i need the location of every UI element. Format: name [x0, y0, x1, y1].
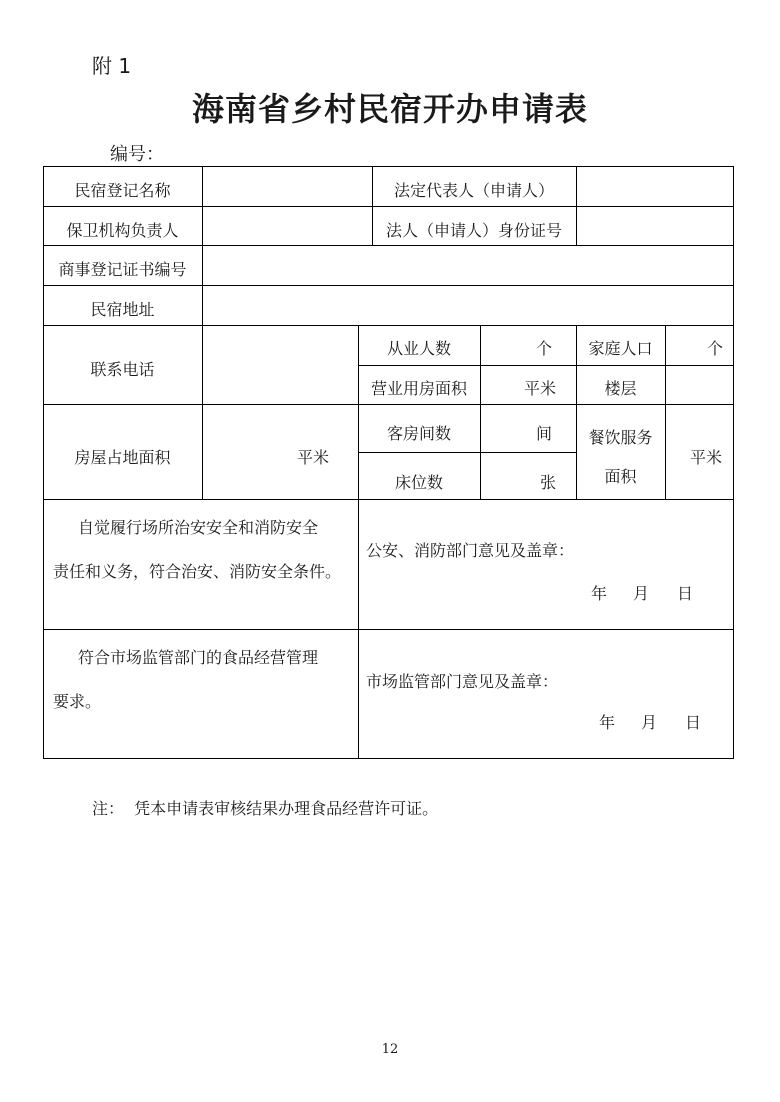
- legal-id-label: 法人（申请人）身份证号: [385, 221, 562, 240]
- market-date-month: 月: [641, 713, 658, 732]
- grid-line: [665, 404, 666, 499]
- phone-label: 联系电话: [90, 360, 155, 379]
- catering-area-unit: 平米: [690, 448, 723, 467]
- security-pledge-text: 自觉履行场所治安安全和消防安全: [78, 518, 319, 537]
- land-area-unit: 平米: [297, 448, 330, 467]
- grid-line: [43, 499, 734, 500]
- legal-rep-label: 法定代表人（申请人）: [393, 181, 554, 200]
- staff-count-unit: 个: [536, 339, 553, 358]
- homestay-name-field[interactable]: [203, 167, 371, 205]
- catering-area-label: 餐饮服务: [588, 428, 653, 447]
- business-area-unit: 平米: [524, 379, 557, 398]
- catering-area-label-2: 面积: [604, 467, 637, 486]
- food-pledge-text-2: 要求。: [53, 692, 102, 711]
- food-pledge-text: 符合市场监管部门的食品经营管理: [78, 648, 319, 667]
- room-count-unit: 间: [536, 424, 553, 443]
- police-fire-opinion-label: 公安、消防部门意见及盖章：: [366, 541, 575, 560]
- market-opinion-label: 市场监管部门意见及盖章：: [366, 672, 559, 691]
- security-head-label: 保卫机构负责人: [66, 221, 179, 240]
- phone-field[interactable]: [203, 326, 357, 403]
- business-cert-field[interactable]: [203, 246, 733, 284]
- grid-line: [358, 452, 576, 453]
- legal-id-field[interactable]: [577, 207, 733, 244]
- grid-line: [43, 404, 734, 405]
- market-date-year: 年: [599, 713, 616, 732]
- business-cert-label: 商事登记证书编号: [58, 260, 187, 279]
- police-fire-date-month: 月: [633, 584, 650, 603]
- room-count-label: 客房间数: [386, 424, 451, 443]
- annex-label: 附 1: [92, 54, 132, 78]
- grid-line: [43, 325, 734, 326]
- footnote: 注： 凭本申请表审核结果办理食品经营许可证。: [92, 799, 439, 818]
- address-field[interactable]: [203, 286, 733, 324]
- homestay-name-label: 民宿登记名称: [74, 181, 171, 200]
- page-number: 12: [381, 1042, 399, 1057]
- security-pledge-text-2: 责任和义务，符合治安、消防安全条件。: [53, 562, 342, 581]
- business-area-label: 营业用房面积: [370, 379, 467, 398]
- bed-count-unit: 张: [540, 473, 557, 492]
- police-fire-date-day: 日: [677, 584, 694, 603]
- address-label: 民宿地址: [90, 300, 155, 319]
- land-area-label: 房屋占地面积: [74, 448, 171, 467]
- market-date-day: 日: [685, 713, 702, 732]
- security-head-field[interactable]: [203, 207, 371, 244]
- page-title: 海南省乡村民宿开办申请表: [191, 90, 588, 128]
- grid-line: [43, 629, 734, 630]
- legal-rep-field[interactable]: [577, 167, 733, 205]
- floors-field[interactable]: [666, 366, 733, 403]
- staff-count-label: 从业人数: [386, 339, 451, 358]
- floors-label: 楼层: [604, 379, 637, 398]
- family-size-label: 家庭人口: [588, 339, 653, 358]
- grid-line: [480, 325, 481, 499]
- bed-count-label: 床位数: [394, 473, 443, 492]
- family-size-unit: 个: [707, 339, 724, 358]
- police-fire-date-year: 年: [591, 584, 608, 603]
- serial-number-label: 编号：: [110, 144, 164, 165]
